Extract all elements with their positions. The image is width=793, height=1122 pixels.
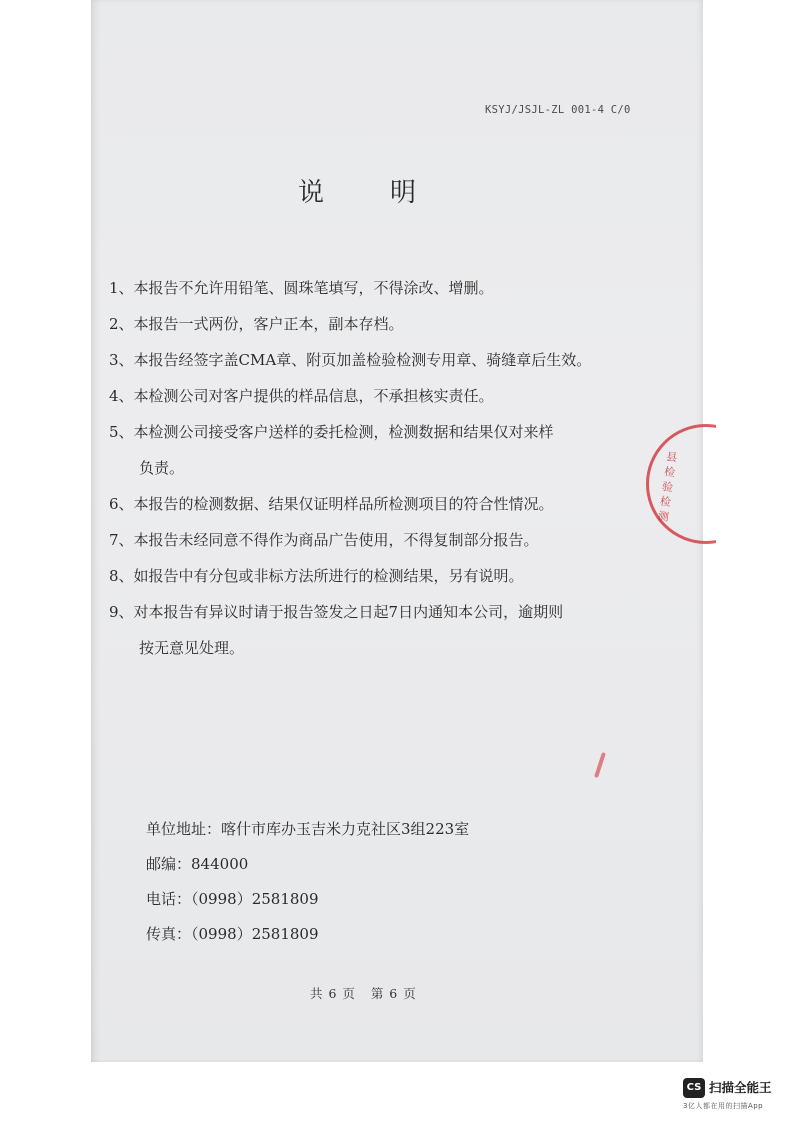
postcode-label: 邮编： xyxy=(146,855,192,873)
note-number: 3、 xyxy=(109,351,134,369)
phone-line xyxy=(146,885,469,920)
app-tagline: 3亿人都在用的扫描App xyxy=(683,1102,764,1110)
fax-line xyxy=(146,920,469,955)
note-number: 5、 xyxy=(109,423,134,441)
note-text: 对本报告有异议时请于报告签发之日起7日内通知本公司，逾期则 xyxy=(133,603,564,621)
note-number: 4、 xyxy=(109,387,134,405)
note-item-2 xyxy=(109,310,649,346)
note-number: 2、 xyxy=(109,315,134,333)
note-text: 本报告的检测数据、结果仅证明样品所检测项目的符合性情况。 xyxy=(133,495,554,513)
red-seal-stamp xyxy=(646,424,716,548)
notes-list xyxy=(109,274,649,670)
address-line xyxy=(146,815,469,850)
address-label: 单位地址： xyxy=(146,820,222,838)
scanner-app-watermark xyxy=(683,1076,783,1116)
document-code: KSYJ/JSJL-ZL 001-4 C/0 xyxy=(485,104,631,116)
address-value: 喀什市库办玉吉米力克社区3组223室 xyxy=(221,820,470,838)
phone-label: 电话： xyxy=(146,890,192,908)
note-number: 1、 xyxy=(109,279,134,297)
page-footer xyxy=(310,984,417,1002)
note-item-3 xyxy=(109,346,649,382)
note-number: 7、 xyxy=(109,531,134,549)
note-continuation: 按无意见处理。 xyxy=(139,639,245,657)
fax-value: （0998）2581809 xyxy=(191,925,319,943)
note-item-8 xyxy=(109,562,649,598)
total-pages: 共 6 页 xyxy=(310,986,356,1001)
note-item-6 xyxy=(109,490,649,526)
stamp-text: 县检验检测 xyxy=(657,450,679,524)
note-text: 本检测公司对客户提供的样品信息，不承担核实责任。 xyxy=(133,387,494,405)
postcode-line xyxy=(146,850,469,885)
phone-value: （0998）2581809 xyxy=(191,890,319,908)
camscanner-logo-icon: CS xyxy=(683,1078,705,1098)
note-item-5 xyxy=(109,418,649,490)
note-text: 本报告经签字盖CMA章、附页加盖检验检测专用章、骑缝章后生效。 xyxy=(133,351,592,369)
note-text: 如报告中有分包或非标方法所进行的检测结果，另有说明。 xyxy=(133,567,524,585)
note-number: 6、 xyxy=(109,495,134,513)
stamp-ring xyxy=(646,424,716,544)
note-text: 本检测公司接受客户送样的委托检测，检测数据和结果仅对来样 xyxy=(133,423,554,441)
note-item-7 xyxy=(109,526,649,562)
current-page: 第 6 页 xyxy=(370,986,417,1001)
postcode-value: 844000 xyxy=(191,855,249,873)
document-title: 说明 xyxy=(298,178,483,208)
fax-label: 传真： xyxy=(146,925,192,943)
contact-block xyxy=(146,815,469,955)
note-item-1 xyxy=(109,274,649,310)
note-continuation: 负责。 xyxy=(139,459,185,477)
note-item-9 xyxy=(109,598,649,670)
note-number: 8、 xyxy=(109,567,134,585)
note-text: 本报告不允许用铅笔、圆珠笔填写，不得涂改、增删。 xyxy=(133,279,494,297)
note-number: 9、 xyxy=(109,603,134,621)
app-name: 扫描全能王 xyxy=(709,1080,772,1095)
note-text: 本报告未经同意不得作为商品广告使用，不得复制部分报告。 xyxy=(133,531,539,549)
note-item-4 xyxy=(109,382,649,418)
note-text: 本报告一式两份，客户正本，副本存档。 xyxy=(133,315,404,333)
